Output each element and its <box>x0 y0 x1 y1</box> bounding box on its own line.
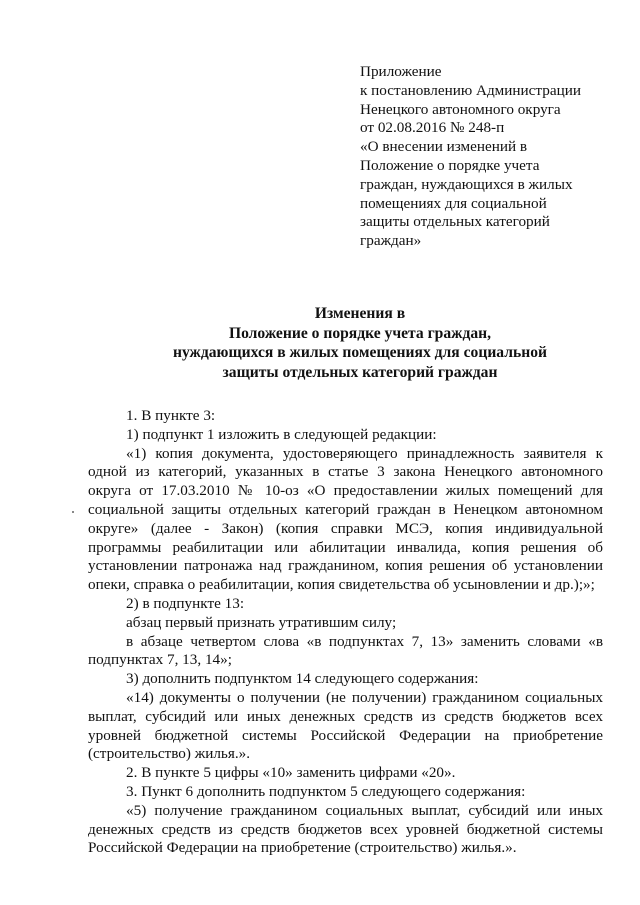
title-line: Изменения в <box>314 305 406 322</box>
title-line: Положение о порядке учета граждан, <box>228 324 492 342</box>
title-line: защиты отдельных категорий граждан <box>222 363 498 381</box>
document-title <box>80 304 640 382</box>
appendix-line: граждан» <box>360 232 422 250</box>
paragraph: 3. Пункт 6 дополнить подпунктом 5 следующего содержания: <box>126 782 526 800</box>
paragraph: «5) получение гражданином социальных выплат, субсидий или иных денежных средств из средств бюджетов всех уровней бюджетной системы Российской Федерации на приобретение (строительство) жилья.». <box>88 801 603 857</box>
appendix-line: Приложение <box>360 63 442 80</box>
paragraph: «1) копия документа, удостоверяющего принадлежность заявителя к одной из категорий, указанных в статье 3 закона Ненецкого автономного округа от 17.03.2010 № 10-оз «О предоставлении жилых помещений для социальной защиты отдельных категорий граждан в Ненецком автономном округе» (далее - Закон) (копия справки МСЭ, копия индивидуальной программы реабилитации или абилитации инвалида, копия решения об установлении патронажа над гражданином, копия решения об установлении опеки, справка о реабилитации, копия свидетельства об усыновлении и др.);»; <box>88 444 603 594</box>
appendix-line: защиты отдельных категорий <box>360 213 550 231</box>
appendix-line: от 02.08.2016 № 248-п <box>360 119 505 137</box>
appendix-line: граждан, нуждающихся в жилых <box>360 175 573 193</box>
appendix-line: Ненецкого автономного округа <box>360 100 561 118</box>
paragraph: 1) подпункт 1 изложить в следующей редакции: <box>126 425 437 443</box>
document-body <box>88 407 603 858</box>
appendix-line: к постановлению Администрации <box>360 81 581 99</box>
title-line: нуждающихся в жилых помещениях для социальной <box>172 344 548 362</box>
paragraph: в абзаце четвертом слова «в подпунктах 7, 13» заменить словами «в подпунктах 7, 13, 14»; <box>88 632 603 669</box>
appendix-line: Положение о порядке учета <box>360 156 540 174</box>
appendix-line: «О внесении изменений в <box>360 138 528 156</box>
appendix-line: помещениях для социальной <box>360 194 547 212</box>
appendix-header <box>360 63 620 251</box>
paragraph: 3) дополнить подпунктом 14 следующего содержания: <box>126 670 479 688</box>
paragraph: абзац первый признать утратившим силу; <box>126 613 397 631</box>
paragraph: «14) документы о получении (не получении) гражданином социальных выплат, субсидий или иных денежных средств из средств бюджетов всех уровней бюджетной системы Российской Федерации на приобретение (строительство) жилья.». <box>88 688 603 763</box>
paragraph: 2. В пункте 5 цифры «10» заменить цифрами «20». <box>126 764 456 782</box>
margin-mark <box>72 511 74 513</box>
paragraph: 2) в подпункте 13: <box>126 594 245 612</box>
paragraph: 1. В пункте 3: <box>126 407 216 424</box>
